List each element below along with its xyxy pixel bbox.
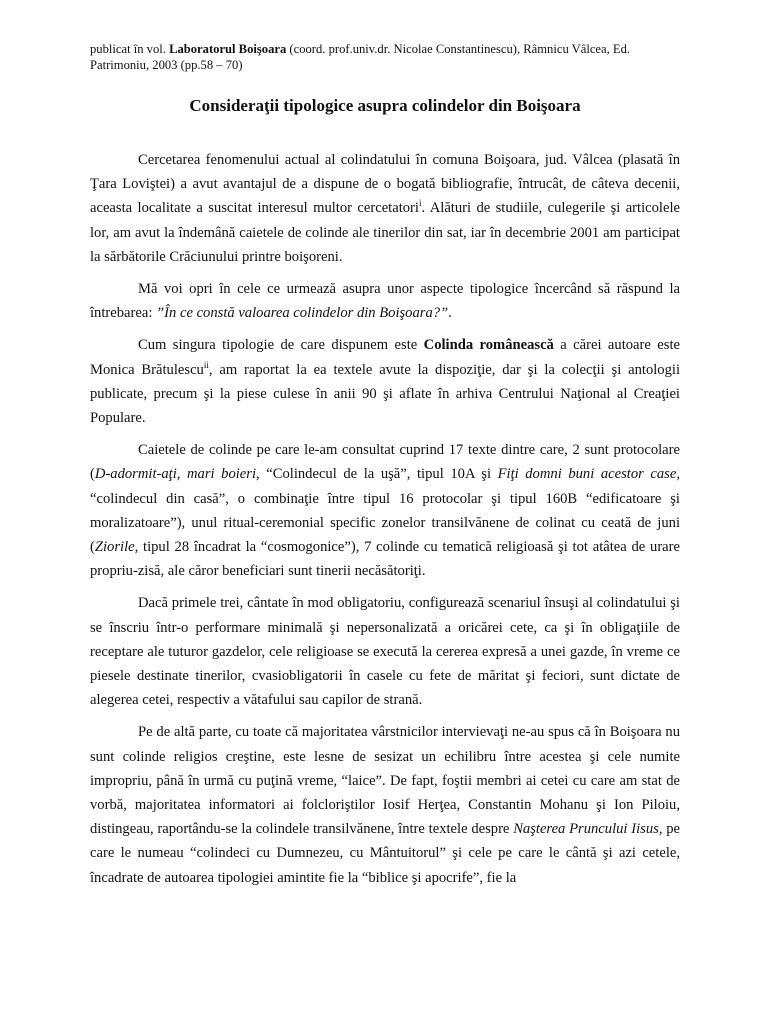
paragraph-text: Cercetarea fenomenului actual al colindatului în comuna Boişoara, jud. Vâlcea (plasată în Ţara Loviştei) a avut avantajul de a dispune de o bogată bibliografie, întrucât, de câteva decenii, aceasta localitate a suscitat interesul multor cercetatori [90, 152, 680, 217]
publication-note-prefix: publicat în vol. [90, 42, 170, 56]
article-title: Consideraţii tipologice asupra colindelor din Boişoara [189, 96, 581, 115]
paragraph-text: , “colindecul din casă”, o combinaţie între tipul 16 protocolar şi tipul 160B “edificatoare şi moralizatoare”), unul ritual-ceremonial specific zonelor transilvănene de colinat cu ceată de juni ( [90, 466, 680, 556]
paragraph-text: , “Colindecul de la uşă”, tipul 10A şi [256, 466, 498, 483]
paragraph-text: , tipul 28 încadrat la “cosmogonice”), 7 colinde cu tematică religioasă şi tot atâtea de urare propriu-zisă, ale căror beneficiari sunt tinerii necăsătoriţi. [90, 539, 680, 580]
volume-title: Laboratorul Boişoara [169, 42, 287, 56]
typology-title: Colinda românească [423, 337, 554, 354]
paragraph-4 [90, 438, 680, 583]
paragraph-5: Dacă primele trei, cântate în mod obligatoriu, configurează scenariul însuşi al colindatului şi se înscriu într-o performare minimală şi nepersonalizată a oricărei cete, ca şi în obligaţiile de receptare ale tuturor gazdelor, cele religioase se execută la cererea expresă a unei gazde, în vreme ce piesele destinate tinerilor, cvasiobligatorii în casele cu fete de măritat şi feciori, sunt dictate de alegerea cetei, respectiv a vătafului sau capilor de strană. [90, 595, 680, 709]
publication-note [90, 41, 680, 73]
paragraph-1 [90, 148, 680, 269]
footnote-ref-ii[interactable]: ii [203, 359, 209, 370]
paragraph-text: Cum singura tipologie de care dispunem este [138, 337, 424, 354]
paragraph-3 [90, 333, 680, 430]
paragraph-text: , pe care le numeau “colindeci cu Dumnezeu, cu Mântuitorul” şi cele pe care le cântă şi azi cetele, încadrate de autoarea tipologiei amintite fie la “biblice şi apocrife”, fie la [90, 821, 681, 886]
footnote-ref-i[interactable]: i [418, 198, 422, 209]
paragraph-text: Pe de altă parte, cu toate că majoritatea vârstnicilor intervievaţi ne-au spus că în Boişoara nu sunt colinde religios creştine, este lesne de sesizat un echilibru între acestea şi cele numite impropriu, până în urmă cu puţină vreme, “laice”. De fapt, foştii membri ai cetei cu care am stat de vorbă, majoritatea informatori ai folcloriştilor Iosif Herţea, Constantin Mohanu şi Ion Piloiu, distingeau, raportându-se la colindele transilvănene, între textele despre [90, 724, 680, 838]
publication-note-details: (coord. prof.univ.dr. Nicolae Constantinescu), Râmnicu Vâlcea, Ed. Patrimoniu, 2003 (pp.58 – 70) [90, 42, 631, 72]
carol-title: D-adormit-aţi, mari boieri [94, 466, 257, 483]
article-body [90, 148, 680, 890]
paragraph-text: Caietele de colinde pe care le-am consultat cuprind 17 texte dintre care, 2 sunt protocolare ( [90, 442, 680, 483]
carol-title: Ziorile [94, 539, 135, 556]
research-question: ”În ce constă valoarea colindelor din Boişoara?” [156, 305, 449, 322]
paragraph-text: , am raportat la ea textele avute la dispoziţie, dar şi la colecţii şi antologii publicate, precum şi la piese culese în anii 90 şi aflate în arhiva Centrului Naţional al Creaţiei Populare. [90, 361, 680, 427]
paragraph-6 [90, 720, 680, 889]
carol-title: Fiţi domni buni acestor case [497, 466, 677, 483]
paragraph-text: a cărei autoare este Monica Brătulescu [90, 337, 680, 378]
paragraph-text: . Alături de studiile, culegerile şi articolele lor, am avut la îndemână caietele de colinde ale tinerilor din sat, iar în decembrie 2001 am participat la sărbătorile Crăciunului printre boişoreni. [90, 200, 680, 265]
paragraph-text: . [448, 305, 452, 322]
carol-title: Naşterea Pruncului Iisus [513, 821, 659, 838]
paragraph-text: Mă voi opri în cele ce urmează asupra unor aspecte tipologice încercând să răspund la întrebarea: [90, 281, 680, 322]
paragraph-2 [90, 277, 680, 325]
